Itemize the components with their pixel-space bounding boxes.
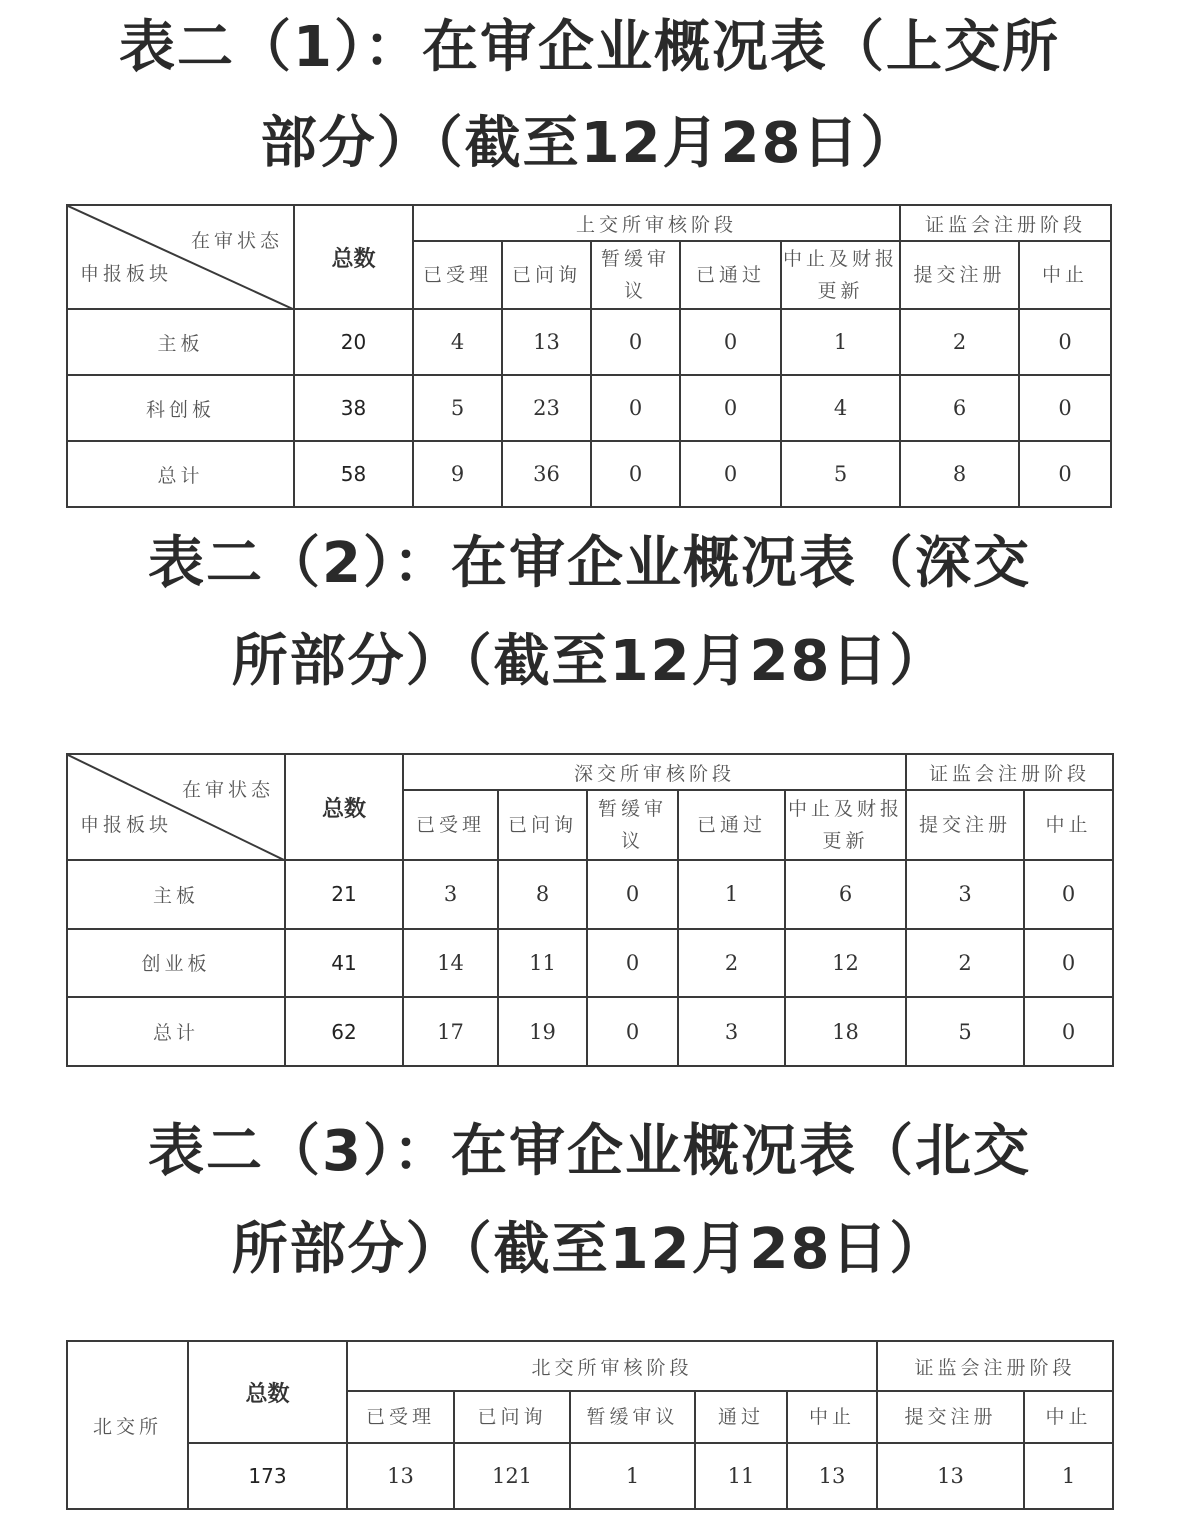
exchange-review-stage-header: 上交所审核阶段 [413,205,900,241]
diagonal-line [68,755,285,860]
cell: 5 [906,997,1024,1066]
cell: 0 [591,375,680,441]
cell: 2 [906,929,1024,998]
exchange-review-stage-header: 深交所审核阶段 [403,754,906,790]
total-value: 62 [285,997,403,1066]
cell: 9 [413,441,502,507]
row-label: 总计 [67,441,294,507]
cell: 121 [454,1443,570,1509]
table-row [67,997,1113,1066]
col-header-registration-suspended: 中止 [1024,1391,1113,1443]
cell: 13 [787,1443,877,1509]
cell: 0 [1019,375,1111,441]
cell: 0 [680,309,781,375]
cell: 0 [680,375,781,441]
cell: 5 [413,375,502,441]
table1-title-line2: 部分）（截至12月28日） [260,111,919,176]
row-label: 主板 [67,309,294,375]
cell: 0 [587,929,678,998]
cell: 0 [1024,929,1113,998]
table3-title-line2: 所部分）（截至12月28日） [231,1217,948,1282]
col-header-suspended: 中止 [787,1391,877,1443]
cell: 23 [502,375,591,441]
cell: 3 [403,860,498,929]
col-header-inquired: 已问询 [454,1391,570,1443]
cell: 36 [502,441,591,507]
cell: 1 [1024,1443,1113,1509]
cell: 13 [347,1443,454,1509]
cell: 5 [781,441,900,507]
col-header-deferred: 暂缓审议 [591,241,680,309]
cell: 12 [785,929,906,998]
cell: 0 [591,441,680,507]
status-axis-label: 在审状态 [190,230,283,252]
cell: 8 [900,441,1019,507]
total-value: 20 [294,309,413,375]
total-header: 总数 [285,754,403,860]
cell: 18 [785,997,906,1066]
cell: 19 [498,997,587,1066]
cell: 6 [785,860,906,929]
total-header: 总数 [188,1341,347,1443]
col-header-passed: 已通过 [678,790,785,860]
total-value: 58 [294,441,413,507]
status-axis-label: 在审状态 [181,779,274,801]
cell: 4 [781,375,900,441]
board-axis-label: 申报板块 [80,263,173,285]
cell: 0 [1024,997,1113,1066]
cell: 4 [413,309,502,375]
table-row [67,929,1113,998]
total-value: 173 [188,1443,347,1509]
col-header-submitted: 提交注册 [900,241,1019,309]
col-header-accepted: 已受理 [347,1391,454,1443]
total-header: 总数 [294,205,413,309]
col-header-inquired: 已问询 [498,790,587,860]
table2-shenzhen [66,753,1114,1067]
col-header-deferred: 暂缓审议 [587,790,678,860]
table3-title-line1: 表二（3）：在审企业概况表（北交 [148,1119,1031,1184]
col-header-accepted: 已受理 [403,790,498,860]
row-label: 总计 [67,997,285,1066]
cell: 1 [678,860,785,929]
table2-title-line2: 所部分）（截至12月28日） [231,629,948,694]
cell: 13 [502,309,591,375]
cell: 2 [678,929,785,998]
col-header-submitted: 提交注册 [877,1391,1024,1443]
col-header-passed: 已通过 [680,241,781,309]
exchange-review-stage-header: 北交所审核阶段 [347,1341,877,1391]
cell: 8 [498,860,587,929]
row-label: 主板 [67,860,285,929]
cell: 0 [680,441,781,507]
col-header-deferred: 暂缓审议 [570,1391,695,1443]
row-label: 创业板 [67,929,285,998]
cell: 14 [403,929,498,998]
csrc-registration-stage-header: 证监会注册阶段 [906,754,1113,790]
col-header-inquired: 已问询 [502,241,591,309]
col-header-passed: 通过 [695,1391,787,1443]
table2-title-line1: 表二（2）：在审企业概况表（深交 [148,531,1031,596]
col-header-suspended-update: 中止及财报更新 [785,790,906,860]
table2-diagonal-header-cell [67,754,285,860]
table1-shanghai [66,204,1112,508]
cell: 6 [900,375,1019,441]
csrc-registration-stage-header: 证监会注册阶段 [900,205,1111,241]
cell: 3 [678,997,785,1066]
cell: 0 [591,309,680,375]
cell: 0 [587,997,678,1066]
cell: 11 [695,1443,787,1509]
csrc-registration-stage-header: 证监会注册阶段 [877,1341,1113,1391]
table-row [67,441,1111,507]
col-header-suspended: 中止 [1019,241,1111,309]
row-label: 科创板 [67,375,294,441]
col-header-suspended: 中止 [1024,790,1113,860]
diagonal-line [68,206,294,309]
table3-beijing [66,1340,1114,1510]
board-axis-label: 申报板块 [80,814,173,836]
exchange-row-label: 北交所 [67,1341,188,1509]
cell: 0 [1024,860,1113,929]
cell: 2 [900,309,1019,375]
cell: 13 [877,1443,1024,1509]
total-value: 21 [285,860,403,929]
cell: 3 [906,860,1024,929]
col-header-suspended-update: 中止及财报更新 [781,241,900,309]
cell: 0 [1019,441,1111,507]
table1-title-line1: 表二（1）：在审企业概况表（上交所 [119,15,1060,80]
total-value: 41 [285,929,403,998]
table1-diagonal-header-cell [67,205,294,309]
table-row [67,309,1111,375]
table-row [67,860,1113,929]
table-row [67,375,1111,441]
cell: 0 [1019,309,1111,375]
cell: 1 [781,309,900,375]
col-header-accepted: 已受理 [413,241,502,309]
cell: 0 [587,860,678,929]
cell: 11 [498,929,587,998]
cell: 17 [403,997,498,1066]
total-value: 38 [294,375,413,441]
table-row [67,1443,1113,1509]
col-header-submitted: 提交注册 [906,790,1024,860]
cell: 1 [570,1443,695,1509]
